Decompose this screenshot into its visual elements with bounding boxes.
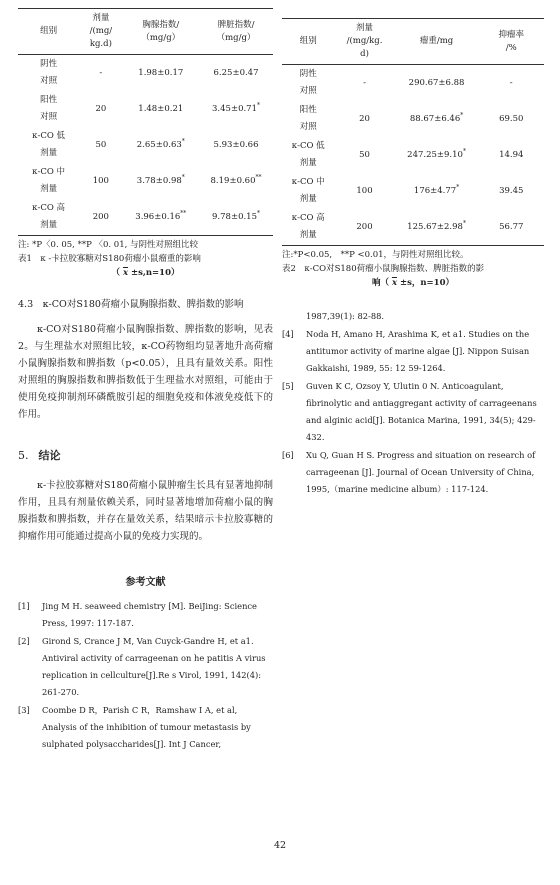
table-2-cell-weight: 247.25±9.10*	[407, 148, 466, 160]
table-2-cell-rate: 39.45	[499, 186, 524, 196]
table-2-cell-rate: 69.50	[499, 114, 524, 124]
table-2-cell-rate: 14.94	[499, 150, 524, 160]
table-2-cell-dose: 50	[359, 150, 370, 160]
table-1-header-row	[18, 9, 273, 55]
table-2-cell-rate: 56.77	[478, 209, 544, 246]
reference-item: [1] Jing M H. seaweed chemistry [M]. BeiJing: Science Press, 1997: 117-187.	[18, 601, 257, 628]
table-row	[282, 209, 544, 246]
table-2-cell-weight: 176±4.77*	[413, 184, 460, 196]
table-row	[18, 163, 273, 199]
table-row	[18, 55, 273, 92]
table-1-caption-stat: （ $\overline{x} \pm s,n=10$）	[111, 268, 180, 278]
table-1	[18, 8, 273, 236]
table-1-cell-thymus: 2.65±0.63*	[136, 138, 185, 150]
reference-3-continuation: 1987,39(1): 82-88.	[306, 311, 385, 321]
table-1-cell-thymus: 1.48±0.21	[138, 104, 184, 114]
table-1-cell-thymus: 3.78±0.98*	[136, 174, 185, 186]
table-2-cell-weight: 125.67±2.98*	[395, 209, 479, 246]
table-1-cell-dose: 200	[79, 199, 122, 236]
reference-item: [5] Guven K C, Ozsoy Y, Ulutin 0 N. Anticoagulant, fibrinolytic and antiaggregant activity of carrageenans and alginic acid[J]. Botanica Marina, 1991, 34(5); 429-432.	[282, 381, 537, 442]
table-1-cell-spleen: 8.19±0.60**	[210, 174, 262, 186]
table-2-header-group: 组别	[282, 19, 334, 65]
table-1-cell-group: κ-CO 高 剂量	[18, 199, 79, 236]
table-1-cell-thymus: 1.98±0.17	[138, 68, 184, 78]
table-2-caption-stat: 响（ $\overline{x} \pm s$，n=10）	[371, 278, 455, 288]
table-2-header-row	[282, 19, 544, 65]
reference-item: [4] Noda H, Amano H, Arashima K, et a1. Studies on the antitumor activity of marine algae [J]. Nippon Suisan Gakkaishi, 1989, 55: 12 59-1264.	[282, 329, 530, 373]
table-1-header-group: 组别	[18, 9, 79, 55]
table-row	[282, 137, 544, 173]
table-2-caption	[282, 262, 544, 290]
table-1-cell-group: κ-CO 低 剂量	[32, 131, 66, 158]
table-1-cell-dose: 50	[95, 140, 107, 150]
page-number: 42	[273, 840, 287, 851]
table-2-header-dose: 剂量 /(mg/kg. d)	[334, 19, 394, 65]
table-2-cell-rate: -	[509, 78, 513, 88]
table-row	[282, 173, 544, 209]
references-left	[18, 598, 273, 753]
table-row	[18, 91, 273, 127]
table-2-cell-group: 阴性 对照	[299, 69, 317, 96]
table-1-cell-thymus: 3.96±0.16**	[123, 199, 200, 236]
left-column	[18, 8, 273, 754]
table-1-cell-group: κ-CO 中 剂量	[32, 167, 66, 194]
table-1-cell-spleen: 5.93±0.66	[213, 140, 259, 150]
table-row	[18, 127, 273, 163]
table-2-cell-weight: 290.67±6.88	[408, 78, 465, 88]
table-1-cell-spleen: 3.45±0.71*	[212, 102, 260, 114]
section-4-3-title: 4.3 κ-CO对S180荷瘤小鼠胸腺指数、脾指数的影响	[18, 299, 244, 310]
table-row	[18, 199, 273, 236]
table-2	[282, 18, 544, 246]
table-2-header-rate: 抑瘤率 /%	[478, 19, 544, 65]
section-5-body: κ-卡拉胶寡糖对S180荷瘤小鼠肿瘤生长具有显著地抑制作用，且具有剂量依赖关系，同时显著地增加荷瘤小鼠的胸腺指数和脾指数，并存在量效关系，结果暗示卡拉胶寡糖的抑瘤作用可能通过提高小鼠的免疫力实现的。	[18, 480, 273, 542]
references-title: 参考文献	[125, 577, 166, 588]
table-1-note: 注: *P〈0. 05, **P 〈0. 01, 与阴性对照组比较	[18, 240, 199, 250]
table-2-header-weight: 瘤重/mg	[395, 19, 479, 65]
table-2-cell-group: κ-CO 低 剂量	[291, 141, 325, 168]
table-row	[282, 65, 544, 102]
table-row	[282, 101, 544, 137]
references-right-list	[282, 326, 544, 498]
references-right	[282, 308, 544, 325]
table-2-cell-dose: 200	[334, 209, 394, 246]
table-2-cell-dose: 100	[356, 186, 373, 196]
table-1-cell-spleen: 9.78±0.15*	[199, 199, 273, 236]
table-2-cell-dose: -	[363, 78, 366, 88]
reference-item: [6] Xu Q, Guan H S. Progress and situation on research of carrageenan [J]. Journal of Ocean University of China, 1995,（marine medicine album）: 117-124.	[282, 450, 536, 494]
table-2-cell-weight: 88.67±6.46*	[409, 112, 464, 124]
table-1-cell-group: 阴性 对照	[40, 59, 58, 86]
table-1-header-thymus: 胸腺指数/ （mg/g）	[123, 9, 200, 55]
table-1-cell-dose: -	[99, 68, 103, 78]
table-2-caption-text: 表2 κ-CO对S180荷瘤小鼠胸腺指数、脾脏指数的影	[282, 264, 485, 274]
table-1-caption	[18, 252, 273, 280]
reference-item: [2] Girond S, Crance J M, Van Cuyck-Gandre H, et a1. Antiviral activity of carrageenan on he patitis A virus replication in cellculture[J].Re s Virol, 1991, 142(4): 261-270.	[18, 636, 266, 697]
table-2-cell-group: κ-CO 高 剂量	[282, 209, 334, 246]
right-column	[282, 18, 544, 499]
table-1-caption-text: 表1 κ -卡拉胶寡糖对S180荷瘤小鼠瘤重的影响	[18, 254, 201, 264]
table-2-cell-group: 阳性 对照	[299, 105, 317, 132]
table-1-cell-dose: 20	[95, 104, 107, 114]
table-1-header-spleen: 脾脏指数/ （mg/g）	[199, 9, 273, 55]
table-2-cell-dose: 20	[359, 114, 370, 124]
table-1-cell-dose: 100	[92, 176, 109, 186]
table-1-cell-spleen: 6.25±0.47	[213, 68, 259, 78]
table-2-cell-group: κ-CO 中 剂量	[291, 177, 325, 204]
section-5-heading: 5. 结论	[18, 449, 61, 462]
table-1-header-dose: 剂量 /(mg/ kg.d)	[79, 9, 122, 55]
table-1-cell-group: 阳性 对照	[40, 95, 58, 122]
section-4-3-body: κ-CO对S180荷瘤小鼠胸腺指数、脾指数的影响，见表2。与生理盐水对照组比较，κ-CO药物组均显著地升高荷瘤小鼠胸腺指数和脾指数（p<0.05），且具有量效关系。阳性对照组的胸腺指数和脾指数低于生理盐水对照组，可能由于使用免疫抑制剂环磷酰胺引起的细胞免疫和体液免疫低下的作用。	[18, 324, 273, 420]
table-2-note: 注:*P<0.05, **P <0.01，与阴性对照组比较。	[282, 250, 469, 260]
reference-item: [3] Coombe D R，Parish C R，Ramshaw I A, et al, Analysis of the inhibition of tumour metastasis by sulphated polysaccharides[J]. Int J Cancer,	[18, 705, 251, 749]
